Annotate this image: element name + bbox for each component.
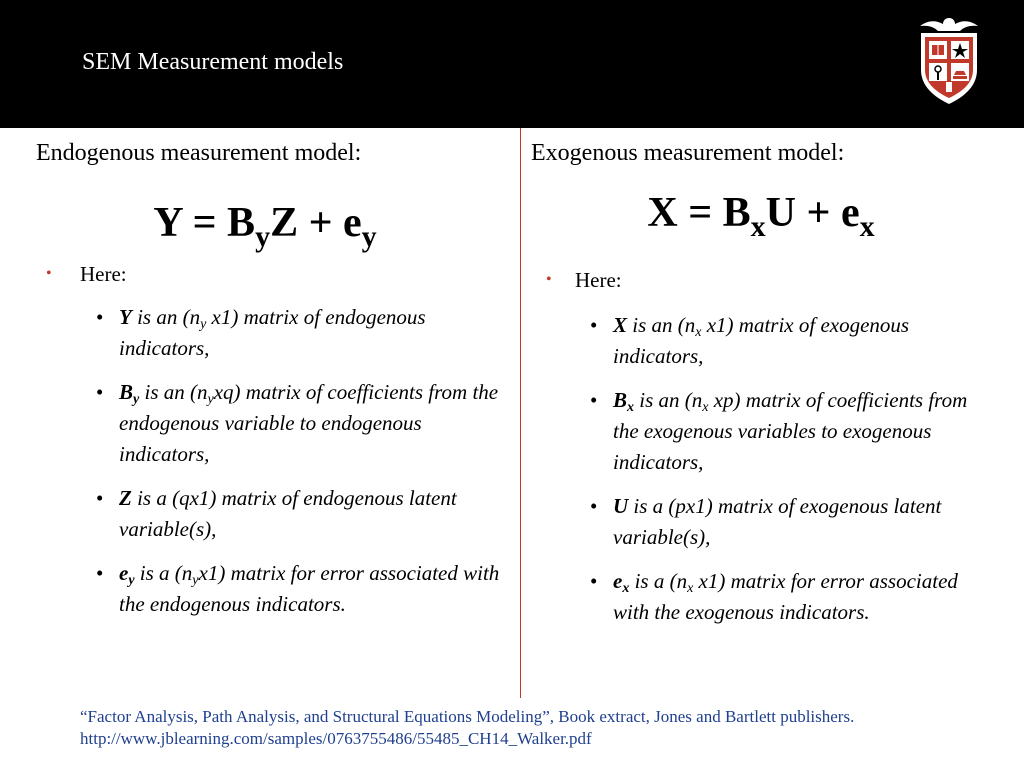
citation-text: “Factor Analysis, Path Analysis, and Structural Equations Modeling”, Book extract, Jones and Bartlett publishers. (80, 707, 855, 726)
symbol-sub-text: x (627, 400, 635, 415)
endogenous-equation (0, 198, 530, 253)
endogenous-definitions (96, 302, 506, 633)
eq-var: U (765, 190, 797, 236)
eq-plus: + (806, 190, 831, 236)
symbol-sub-text: y (133, 392, 140, 407)
definition-pre: is an (n (131, 305, 201, 329)
definition-pre: is an (n (634, 388, 703, 412)
symbol: Z (119, 486, 132, 510)
bullet: • (590, 569, 598, 593)
definition-pre: is an (n (139, 380, 208, 404)
eq-equals: = (192, 200, 217, 246)
exogenous-heading: Exogenous measurement model: (531, 140, 845, 166)
list-item (96, 483, 506, 545)
definition-sub: y (207, 392, 214, 407)
symbol: Y (119, 305, 132, 329)
endogenous-heading: Endogenous measurement model: (36, 140, 362, 166)
list-item (590, 566, 990, 628)
eq-b-sub: x (750, 210, 766, 243)
definition-post: xp) matrix of coefficients from the exogenous variables to exogenous indicators, (613, 388, 968, 474)
symbol: U (613, 494, 629, 518)
definition-post: x1) matrix of endogenous indicators, (119, 305, 426, 360)
definition-pre: is a (px1) matrix of exogenous latent variable(s), (613, 494, 942, 549)
definition-sub: x (702, 400, 709, 415)
citation-url[interactable]: http://www.jblearning.com/samples/0763755486/55485_CH14_Walker.pdf (80, 729, 592, 748)
list-item (590, 310, 990, 372)
definition-post: x1) matrix for error associated with the endogenous indicators. (119, 561, 500, 616)
here-label: Here: (575, 268, 622, 292)
bullet: • (590, 313, 598, 337)
definition-post: xq) matrix of coefficients from the endogenous variable to endogenous indicators, (119, 380, 499, 466)
definition-sub: x (687, 581, 694, 596)
definition-sub: y (192, 573, 199, 588)
university-shield-icon (916, 14, 982, 106)
definition-post: x1) matrix for error associated with the exogenous indicators. (613, 569, 958, 624)
eq-e: e (840, 190, 860, 236)
bullet: • (96, 305, 104, 329)
symbol-sub-text: x (622, 581, 630, 596)
symbol-sub-text: y (128, 573, 135, 588)
exogenous-equation (521, 188, 1001, 243)
bullet: • (96, 486, 104, 510)
definition-sub: x (695, 325, 702, 340)
symbol: X (613, 313, 628, 337)
definition-pre: is a (qx1) matrix of endogenous latent variable(s), (119, 486, 457, 541)
definition-pre: is an (n (627, 313, 696, 337)
eq-lhs: X (647, 190, 678, 236)
list-item (590, 385, 990, 478)
bullet: • (96, 380, 104, 404)
eq-b: B (227, 200, 256, 246)
list-item (590, 491, 990, 553)
list-item (96, 377, 506, 470)
eq-e-sub: y (361, 220, 377, 253)
slide-header (0, 0, 1024, 128)
bullet: • (96, 561, 104, 585)
slide-title: SEM Measurement models (82, 49, 344, 75)
exogenous-definitions (590, 310, 990, 641)
eq-e-sub: x (859, 210, 875, 243)
symbol: e (613, 569, 623, 593)
symbol: B (119, 380, 134, 404)
definition-pre: is a (n (629, 569, 688, 593)
here-bullet: • (46, 265, 52, 282)
eq-plus: + (308, 200, 333, 246)
bullet: • (590, 388, 598, 412)
eq-b: B (722, 190, 751, 236)
eq-var: Z (270, 200, 299, 246)
here-label: Here: (80, 262, 127, 286)
eq-b-sub: y (255, 220, 271, 253)
definition-post: x1) matrix of exogenous indicators, (613, 313, 910, 368)
bullet: • (590, 494, 598, 518)
here-bullet: • (546, 271, 552, 288)
definition-sub: y (200, 317, 207, 332)
symbol-sub (627, 400, 634, 415)
eq-lhs: Y (153, 200, 183, 246)
eq-equals: = (688, 190, 713, 236)
symbol: e (119, 561, 129, 585)
citation-footer (80, 706, 1010, 750)
definition-pre: is a (n (134, 561, 193, 585)
symbol: B (613, 388, 628, 412)
eq-e: e (343, 200, 362, 246)
list-item (96, 558, 506, 620)
list-item (96, 302, 506, 364)
